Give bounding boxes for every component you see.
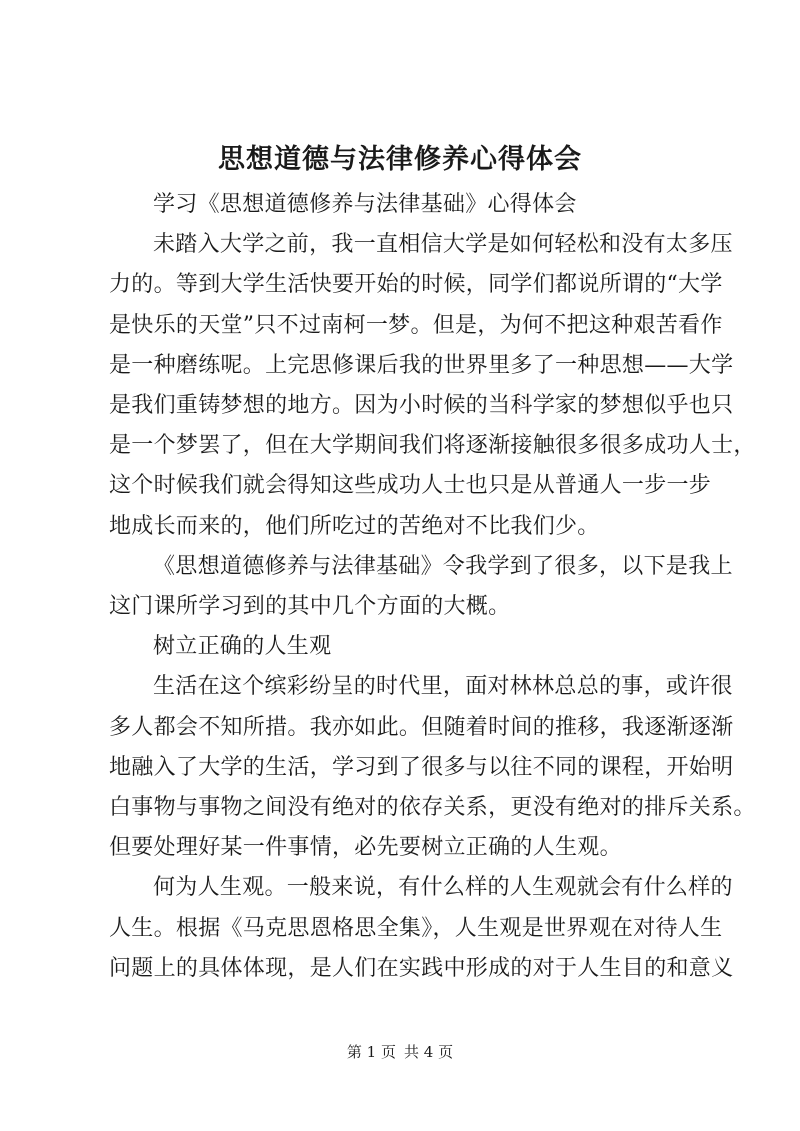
text-line: 学习《思想道德修养与法律基础》心得体会 [153, 192, 577, 217]
subtitle-paragraph [109, 185, 717, 225]
text-line: 是我们重铸梦想的地方。因为小时候的当科学家的梦想似乎也只 [109, 393, 734, 419]
text-line: 人生。根据《马克思恩格思全集》，人生观是世界观在对待人生 [109, 915, 723, 941]
text-line: 树立正确的人生观 [153, 634, 332, 660]
text-line: 未踏入大学之前，我一直相信大学是如何轻松和没有太多压 [153, 232, 733, 258]
page-number: 第 1 页 [346, 1043, 396, 1061]
document-body [109, 185, 756, 989]
text-line: 地成长而来的，他们所吃过的苦绝对不比我们少。 [109, 513, 600, 539]
text-line: 何为人生观。一般来说，有什么样的人生观就会有什么样的 [153, 875, 733, 901]
page-footer [0, 1042, 800, 1062]
body-paragraph [109, 667, 756, 868]
body-paragraph [109, 547, 733, 627]
text-line: 但要处理好某一件事情，必先要树立正确的人生观。 [109, 835, 622, 861]
text-line: 是一个梦罢了，但在大学期间我们将逐渐接触很多很多成功人士， [109, 433, 756, 459]
text-line: 地融入了大学的生活，学习到了很多与以往不同的课程，开始明 [109, 754, 734, 780]
text-line: 生活在这个缤彩纷呈的时代里，面对林林总总的事，或许很 [153, 674, 733, 700]
page-total: 共 4 页 [404, 1043, 454, 1061]
text-line: 问题上的具体体现，是人们在实践中形成的对于人生目的和意义 [109, 955, 734, 981]
text-line: 白事物与事物之间没有绝对的依存关系，更没有绝对的排斥关系。 [109, 795, 756, 821]
text-line: 这门课所学习到的其中几个方面的大概。 [109, 594, 511, 620]
text-line: 是快乐的天堂”只不过南柯一梦。但是，为何不把这种艰苦看作 [109, 312, 723, 338]
text-line: 是一种磨练呢。上完思修课后我的世界里多了一种思想——大学 [109, 352, 734, 378]
section-heading [109, 627, 717, 667]
body-paragraph [109, 225, 756, 547]
body-paragraph [109, 868, 734, 989]
text-line: 力的。等到大学生活快要开始的时候，同学们都说所谓的“大学 [109, 272, 723, 298]
text-line: 这个时候我们就会得知这些成功人士也只是从普通人一步一步 [109, 473, 712, 499]
text-line: 多人都会不知所措。我亦如此。但随着时间的推移，我逐渐逐渐 [109, 714, 734, 740]
text-line: 《思想道德修养与法律基础》令我学到了很多，以下是我上 [153, 553, 733, 579]
document-title: 思想道德与法律修养心得体会 [218, 144, 582, 175]
